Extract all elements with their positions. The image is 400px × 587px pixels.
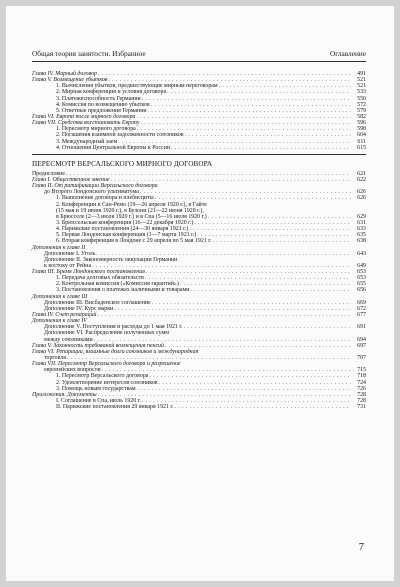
toc-entry-page: 726 bbox=[357, 385, 366, 392]
toc-part-1 bbox=[32, 71, 366, 151]
running-header-title: Общая теория занятости. Избранное bbox=[32, 49, 146, 58]
toc-entry bbox=[32, 145, 366, 151]
toc-entry-page: 611 bbox=[357, 138, 366, 145]
toc-entry-title: Дополнение IV. Курс марки bbox=[44, 305, 114, 312]
toc-entry-page: 621 bbox=[357, 170, 366, 177]
toc-entry-page: 677 bbox=[357, 312, 366, 319]
toc-entry-title: Глава IV. Счет репараций bbox=[32, 312, 97, 319]
toc-entry-title: 4. Комиссия по возмещению убытков bbox=[56, 101, 150, 108]
toc-entry-page: 550 bbox=[357, 95, 366, 102]
toc-entry-page: 638 bbox=[357, 238, 366, 245]
toc-entry-page: 731 bbox=[357, 404, 366, 411]
toc-entry-page: 649 bbox=[357, 262, 366, 269]
toc-entry-title: Предисловие bbox=[32, 170, 65, 177]
toc-entry-title: Глава VI. Европа после мирного договора bbox=[32, 113, 136, 120]
toc-entry-page: 629 bbox=[357, 213, 366, 220]
toc-entry-page: 572 bbox=[357, 101, 366, 108]
toc-entry-page: 707 bbox=[357, 355, 366, 362]
toc-entry-title: европейских вопросов bbox=[44, 367, 101, 374]
toc-entry-page: 697 bbox=[357, 342, 366, 349]
section-divider bbox=[32, 154, 366, 155]
toc-entry-page: 579 bbox=[357, 107, 366, 114]
toc-entry-line: (15 мая и 19 июня 1920 г.), в Булони (21—22 июня 1920 г.), bbox=[56, 207, 204, 214]
toc-entry-title: 3. Международный заем bbox=[56, 138, 118, 145]
toc-entry-title: до Второго Лондонского ультиматума bbox=[44, 189, 139, 196]
toc-entry-page: 718 bbox=[357, 373, 366, 380]
book-page bbox=[6, 6, 394, 581]
dot-leader bbox=[190, 287, 351, 293]
toc-entry-title: 2. Удовлетворение интересов союзников bbox=[56, 379, 158, 386]
toc-entry bbox=[32, 404, 366, 410]
toc-entry-page: 626 bbox=[357, 189, 366, 196]
toc-entry-page: 724 bbox=[357, 379, 366, 386]
toc-entry-title: 2. Мирная конференция и условия договора bbox=[56, 89, 167, 96]
toc-entry-page: 626 bbox=[357, 195, 366, 202]
toc-entry-page: 672 bbox=[357, 305, 366, 312]
running-header bbox=[32, 49, 366, 58]
toc-entry-line: Глава VII. Пересмотр Версальского договора и разрешение bbox=[32, 361, 181, 368]
toc-entry-title: 2. Контрольная комиссия («Комиссия гарантий») bbox=[56, 281, 179, 288]
toc-entry-title: Глава I. Общественное мнение bbox=[32, 176, 110, 183]
toc-entry-page: 655 bbox=[357, 281, 366, 288]
toc-entry-title: 4. Парижские постановления (24—30 января 1921 г.) bbox=[56, 226, 189, 233]
toc-entry-page: 491 bbox=[357, 70, 366, 77]
toc-entry-page: 633 bbox=[357, 226, 366, 233]
toc-entry-page: 596 bbox=[357, 120, 366, 127]
toc-entry-title: 3. Платежеспособность Германии bbox=[56, 95, 141, 102]
toc-entry-title: Дополнение V. Поступления и расходы до 1 мая 1921 г. bbox=[44, 324, 183, 331]
toc-entry-line: Дополнения к главе III bbox=[32, 293, 88, 300]
toc-entry-title: Глава V. Законность требований возмещения пенсий bbox=[32, 342, 164, 349]
toc-entry-page: 728 bbox=[357, 398, 366, 405]
toc-entry-line: Глава II. От ратификации Версальского договора bbox=[32, 183, 158, 190]
toc-entry-title: 5. Ответные предложения Германии bbox=[56, 107, 147, 114]
toc-entry bbox=[32, 238, 366, 244]
toc-entry-page: 643 bbox=[357, 250, 366, 257]
page-number: 7 bbox=[358, 542, 364, 553]
toc-entry-title: в Брюсселе (2—3 июля 1920 г.) и в Спа (5—16 июля 1920 г.) bbox=[56, 213, 207, 220]
toc-entry-title: 5. Первая Лондонская конференция (1—7 марта 1921 г.) bbox=[56, 232, 197, 239]
toc-entry-title: 3. Помощь новым государствам bbox=[56, 385, 136, 392]
toc-entry-page: 715 bbox=[357, 367, 366, 374]
toc-entry-page: 728 bbox=[357, 391, 366, 398]
toc-entry-title: Глава IV. Мирный договор bbox=[32, 70, 97, 77]
toc-entry-title: Глава VII. Средства восстановить Европу bbox=[32, 120, 140, 127]
toc-entry-line: Дополнение VI. Распределение полученных сумм bbox=[44, 330, 169, 337]
toc-entry-line: Глава VI. Репарации, взаимные долги союзников и международная bbox=[32, 348, 199, 355]
toc-entry-page: 694 bbox=[357, 336, 366, 343]
toc-entry-title: Глава III. Бремя Лондонского постановления bbox=[32, 269, 145, 276]
toc-entry-page: 653 bbox=[357, 275, 366, 282]
toc-entry-page: 622 bbox=[357, 176, 366, 183]
toc-entry-title: Глава V. Возмещение убытков bbox=[32, 77, 108, 84]
toc-entry-page: 691 bbox=[357, 324, 366, 331]
toc-entry-page: 598 bbox=[357, 126, 366, 133]
toc-entry-page: 635 bbox=[357, 232, 366, 239]
toc-entry bbox=[32, 343, 366, 349]
toc-entry-title: 1. Вычисления убытков, предшествующие мирным переговорам bbox=[56, 83, 218, 90]
toc-entry-page: 615 bbox=[357, 144, 366, 151]
toc-entry-title: 3. Постановления о платежах наличными и товарами bbox=[56, 287, 190, 294]
toc-entry-line: 2. Конференции в Сан-Ремо (19—26 апреля 1920 г.), в Гайте bbox=[56, 201, 207, 208]
toc-entry-page: 604 bbox=[357, 132, 366, 139]
toc-entry-page: 582 bbox=[357, 113, 366, 120]
toc-entry-title: 1. Пересмотр Версальского договора bbox=[56, 373, 149, 380]
toc-entry-title: 1. Выполнение договора и плебисциты bbox=[56, 195, 154, 202]
toc-entry-title: 1. Пересмотр мирного договора bbox=[56, 126, 136, 133]
toc-entry-title: между союзниками bbox=[44, 336, 93, 343]
dot-leader bbox=[171, 145, 351, 151]
dot-leader bbox=[175, 404, 351, 410]
toc-part-2 bbox=[32, 171, 366, 410]
toc-entry-title: Дополнение III. Висбаденское соглашение bbox=[44, 299, 151, 306]
toc-entry bbox=[32, 251, 366, 257]
section-title: ПЕРЕСМОТР ВЕРСАЛЬСКОГО МИРНОГО ДОГОВОРА bbox=[32, 159, 213, 168]
toc-entry-title: II. Парижские постановления 29 января 1921 г. bbox=[56, 404, 174, 411]
running-header-section: Оглавление bbox=[329, 49, 366, 58]
toc-entry-title: 2. Погашения взаимной задолженности союзников bbox=[56, 132, 184, 139]
dot-leader bbox=[165, 343, 351, 349]
toc-entry bbox=[32, 195, 366, 201]
toc-entry-page: 521 bbox=[357, 77, 366, 84]
dot-leader bbox=[97, 312, 351, 318]
toc-entry-line: Дополнения к главе IV bbox=[32, 318, 87, 325]
toc-entry-title: к востоку от Рейна bbox=[44, 262, 92, 269]
toc-entry-page: 631 bbox=[357, 219, 366, 226]
table-of-contents bbox=[32, 71, 366, 410]
toc-entry-title: 4. Отношения Центральной Европы к России bbox=[56, 144, 171, 151]
toc-entry-page: 669 bbox=[357, 299, 366, 306]
toc-entry-title: 1. Передача долговых обязательств bbox=[56, 275, 144, 282]
toc-entry-title: 3. Брюссельская конференция (16—22 декабря 1920 г.) bbox=[56, 219, 194, 226]
dot-leader bbox=[155, 195, 351, 201]
toc-entry-page: 653 bbox=[357, 269, 366, 276]
toc-entry-title: Приложения. Документы bbox=[32, 391, 97, 398]
toc-entry-page: 521 bbox=[357, 83, 366, 90]
toc-entry-title: I. Соглашение в Спа, июль 1920 г. bbox=[56, 398, 141, 405]
toc-entry-title: 6. Вторая конференция в Лондоне с 29 апреля по 5 мая 1921 г. bbox=[56, 238, 212, 245]
toc-entry-line: Дополнения к главе II bbox=[32, 244, 86, 251]
toc-entry-title: торговля bbox=[44, 355, 66, 362]
toc-entry-page: 533 bbox=[357, 89, 366, 96]
header-rule bbox=[32, 61, 366, 62]
toc-entry-title: Дополнение I. Уголь bbox=[44, 250, 96, 257]
dot-leader bbox=[96, 251, 351, 257]
dot-leader bbox=[184, 324, 351, 330]
toc-entry-page: 656 bbox=[357, 287, 366, 294]
dot-leader bbox=[212, 238, 351, 244]
toc-entry-line: Дополнение II. Закономерность оккупации Германии bbox=[44, 256, 178, 263]
toc-entry bbox=[32, 288, 366, 294]
